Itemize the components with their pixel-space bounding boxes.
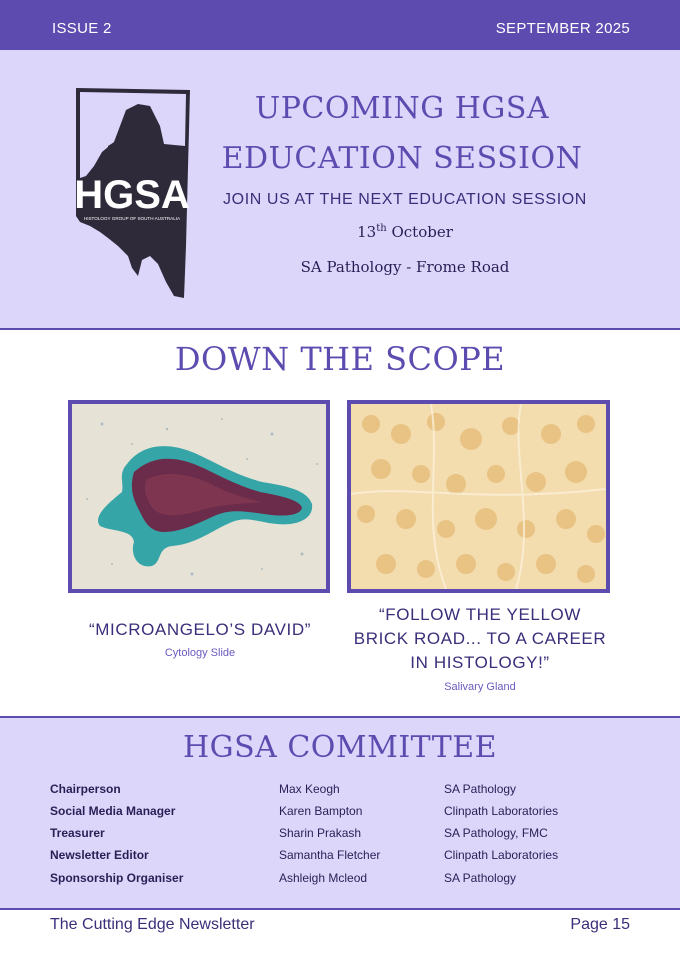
hgsa-logo	[74, 86, 194, 298]
committee-role: Treasurer	[50, 826, 105, 840]
session-date-month: October	[391, 223, 453, 241]
cytology-subcaption: Cytology Slide	[164, 647, 236, 659]
scope-section-title: DOWN THE SCOPE	[174, 340, 506, 378]
committee-title: HGSA COMMITTEE	[182, 730, 498, 765]
cytology-slide-photo	[68, 400, 330, 593]
committee-name: Sharin Prakash	[279, 826, 362, 840]
committee-org: Clinpath Laboratories	[444, 848, 559, 862]
committee-row	[0, 782, 680, 802]
committee-role: Sponsorship Organiser	[50, 871, 184, 885]
page-number: Page 15	[570, 916, 630, 933]
session-heading-line1: UPCOMING HGSA	[254, 91, 550, 126]
logo-text: HGSA	[74, 173, 190, 217]
committee-name: Karen Bampton	[279, 804, 363, 818]
session-date	[200, 223, 610, 241]
committee-org: SA Pathology	[444, 782, 517, 796]
issue-number: ISSUE 2	[52, 20, 112, 37]
issue-date: SEPTEMBER 2025	[495, 20, 630, 37]
salivary-subcaption: Salivary Gland	[444, 681, 516, 693]
session-heading	[212, 84, 592, 184]
committee-role: Newsletter Editor	[50, 848, 149, 862]
committee-name: Max Keogh	[279, 782, 340, 796]
committee-panel	[0, 716, 680, 910]
committee-org: Clinpath Laboratories	[444, 804, 559, 818]
committee-row	[0, 871, 680, 891]
committee-role: Social Media Manager	[50, 804, 176, 818]
salivary-gland-photo	[347, 400, 610, 593]
session-subtitle: JOIN US AT THE NEXT EDUCATION SESSION	[223, 191, 587, 208]
committee-org: SA Pathology	[444, 871, 517, 885]
committee-org: SA Pathology, FMC	[444, 826, 548, 840]
salivary-caption-line3: IN HISTOLOGY!”	[410, 653, 550, 672]
committee-role: Chairperson	[50, 782, 121, 796]
session-date-day: 13	[357, 223, 377, 241]
committee-name: Samantha Fletcher	[279, 848, 381, 862]
committee-row	[0, 848, 680, 868]
logo-subtext: HISTOLOGY GROUP OF SOUTH AUSTRALIA	[83, 216, 181, 221]
cytology-caption: “MICROANGELO’S DAVID”	[89, 620, 311, 639]
committee-row	[0, 804, 680, 824]
session-heading-line2: EDUCATION SESSION	[221, 141, 583, 176]
education-session-panel	[0, 50, 680, 330]
committee-row	[0, 826, 680, 846]
salivary-caption-line1: “FOLLOW THE YELLOW	[379, 605, 581, 624]
salivary-caption-line2: BRICK ROAD... TO A CAREER	[353, 629, 607, 648]
session-location: SA Pathology - Frome Road	[300, 258, 510, 276]
committee-name: Ashleigh Mcleod	[279, 871, 368, 885]
newsletter-name: The Cutting Edge Newsletter	[50, 916, 255, 933]
salivary-caption	[340, 603, 620, 675]
session-date-suffix: th	[376, 223, 387, 234]
issue-header-bar	[0, 0, 680, 50]
